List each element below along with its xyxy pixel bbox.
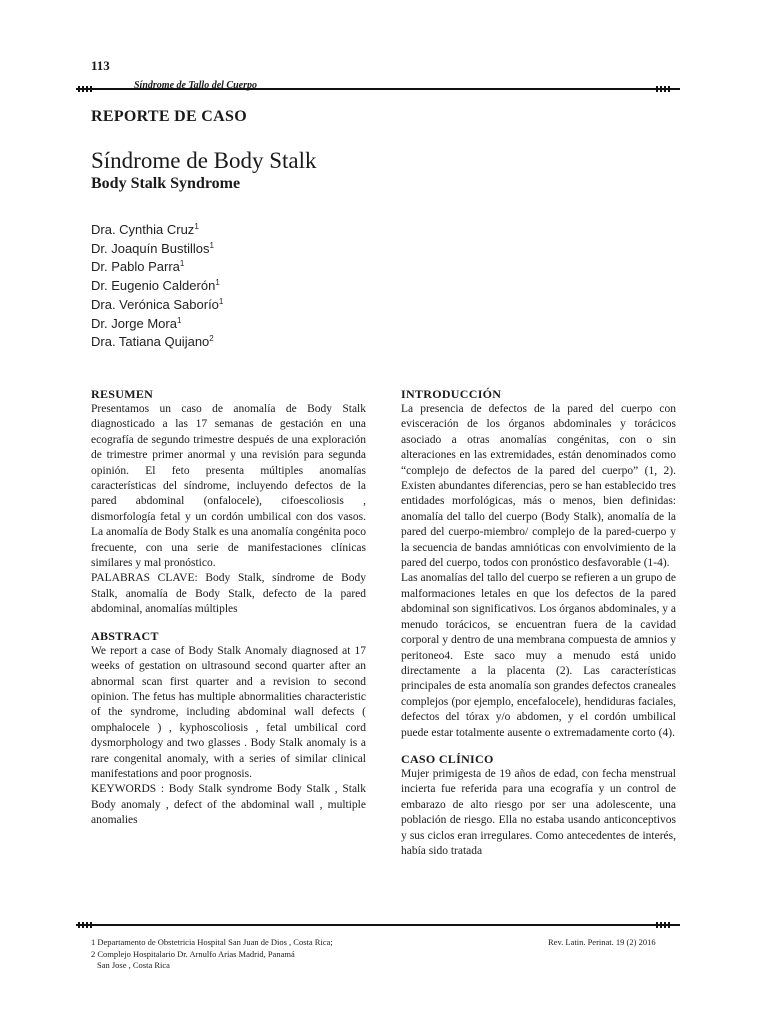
author: Dr. Jorge Mora$^1$	[91, 315, 182, 331]
abstract-heading: ABSTRACT	[91, 628, 159, 643]
author-list	[91, 221, 223, 352]
section-type: REPORTE DE CASO	[91, 108, 247, 125]
journal-citation: Rev. Latin. Perinat. 19 (2) 2016	[548, 937, 656, 947]
resumen-body: Presentamos un caso de anomalía de Body Stalk diagnosticado a las 17 semanas de gestación en una ecografía de segundo trimestre después de una exploración de trimestre primer anormal y una revisión para segunda opinión. El feto presenta múltiples anomalías características del síndrome, incluyendo defectos de la pared abdominal (onfalocele), cifoescoliosis , dismorfología fetal y un cordón umbilical con dos vasos. La anomalía de Body Stalk es una anomalía congénita poco frecuente, con una serie de manifestaciones clínicas similares y mal pronóstico.	[91, 403, 366, 570]
header-rule-ornament-left	[78, 86, 94, 92]
author: Dra. Tatiana Quijano$^2$	[91, 334, 214, 350]
author: Dra. Cynthia Cruz$^1$	[91, 222, 199, 237]
keywords: KEYWORDS : Body Stalk syndrome Body Stalk , Stalk Body anomaly , defect of the abdominal wall , multiple anomalies	[91, 783, 366, 827]
author: Dra. Verónica Saborío$^1$	[91, 296, 224, 312]
footer-rule-ornament-left	[78, 922, 94, 928]
introduccion-paragraph-2: Las anomalías del tallo del cuerpo se refieren a un grupo de malformaciones letales en que los defectos de la pared abdominal son significativos. Los órganos abdominales, y a menudo torácicos, se encuentran fuera de la cavidad corporal y dentro de una membrana compuesta de amnios y peritoneo4. Este saco muy a menudo está unido directamente a la placenta (2). Las características principales de esta anomalía son grandes defectos craneales complejos (por ejemplo, encefalocele), hendiduras faciales, defectos del tórax y/o abdomen, y el cordón umbilical puede estar totalmente ausente o extremadamente corto (4).	[401, 572, 676, 739]
header-rule-ornament-right	[656, 86, 672, 92]
article-title: Síndrome de Body Stalk	[91, 148, 317, 173]
abstract-body: We report a case of Body Stalk Anomaly diagnosed at 17 weeks of gestation on ultrasound second quarter after an abnormal scan first quarter and a revision to second opinion. The fetus has multiple abnormalities characteristic of the syndrome, including abdominal wall defects ( omphalocele ) , kyphoscoliosis , fetal umbilical cord dysmorphology and two glasses . Body Stalk anomaly is a rare congenital anomaly, with a series of similar clinical manifestations and poor prognosis.	[91, 644, 366, 780]
left-column	[91, 386, 366, 829]
header-rule	[76, 88, 680, 90]
footnote: 1 Departamento de Obstetricia Hospital San Juan de Dios , Costa Rica;	[91, 937, 333, 947]
author: Dr. Pablo Parra$^1$	[91, 259, 185, 275]
footer-rule-ornament-right	[656, 922, 672, 928]
caso-clinico-heading: CASO CLÍNICO	[401, 751, 494, 766]
footnote: San Jose , Costa Rica	[97, 960, 170, 970]
footnotes	[91, 937, 333, 972]
page-number: 113	[91, 58, 110, 73]
article-title-english: Body Stalk Syndrome	[91, 175, 241, 192]
introduccion-heading: INTRODUCCIÓN	[401, 387, 502, 401]
resumen-heading: RESUMEN	[91, 387, 154, 401]
footnote: 2 Complejo Hospitalario Dr. Arnulfo Arias Madrid, Panamá	[91, 948, 295, 959]
introduccion-paragraph-1: La presencia de defectos de la pared del cuerpo con evisceración de los órganos abdominales y torácicos asociado a otras anomalías congénitas, con o sin alteraciones en las extremidades, están denominados como “complejo de defectos de la pared del cuerpo” (1, 2). Existen abundantes diferencias, pero se han establecido tres entidades morfológicas, más o menos, bien definidas: anomalía del tallo del cuerpo (Body Stalk), anomalía de la pared del cuerpo-miembro/ complejo de la pared-cuerpo y la secuencia de bandas amnióticas con envolvimiento de la pared del cuerpo, todos con pronóstico desfavorable (1-4).	[401, 403, 676, 570]
author: Dr. Joaquín Bustillos$^1$	[91, 240, 214, 256]
author: Dr. Eugenio Calderón$^1$	[91, 278, 220, 294]
palabras-clave: PALABRAS CLAVE: Body Stalk, síndrome de Body Stalk, anomalía de Body Stalk, defecto de la pared abdominal, anomalías múltiples	[91, 572, 366, 616]
caso-clinico-body: Mujer primigesta de 19 años de edad, con fecha menstrual incierta fue referida para una ecografía y un control de embarazo de alto riesgo por ser una adolescente, una población de riesgo. Ella no estaba usando anticonceptivos y sus ciclos eran irregulares. Como antecedentes de interés, había sido tratada	[401, 767, 676, 857]
footer-rule	[76, 924, 680, 926]
running-title: Síndrome de Tallo del Cuerpo	[134, 80, 257, 91]
right-column	[401, 386, 676, 859]
